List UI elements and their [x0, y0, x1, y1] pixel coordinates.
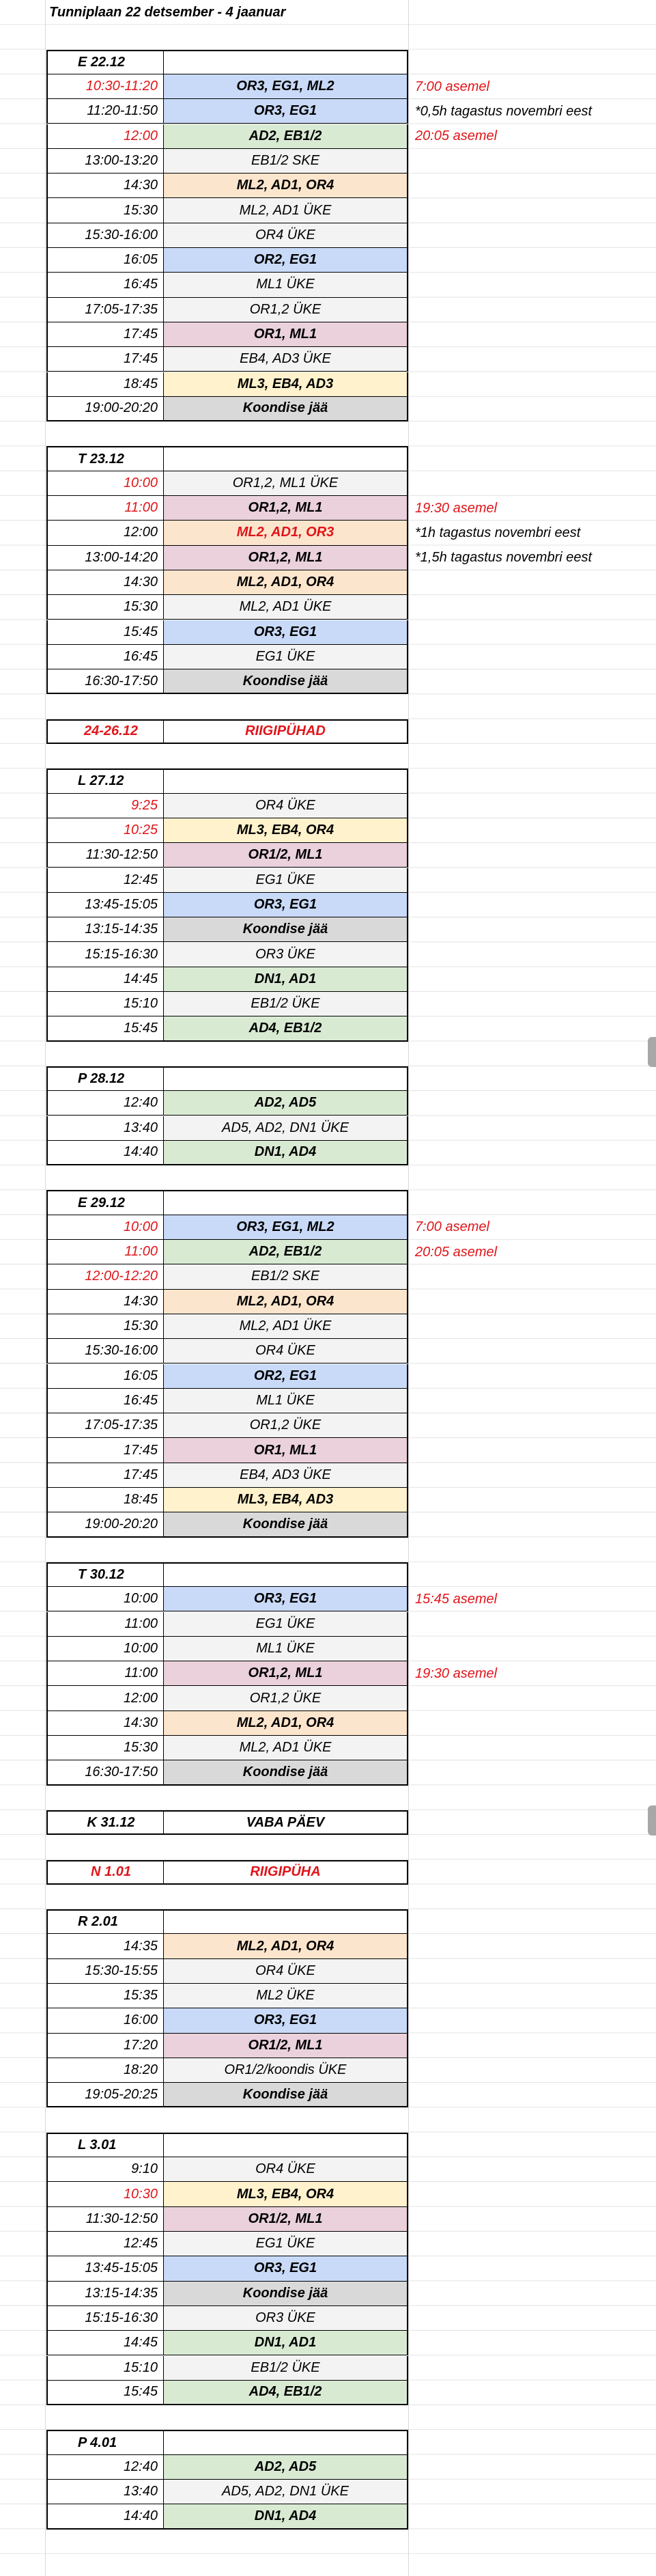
schedule-row [0, 843, 656, 868]
activity-cell[interactable]: OR3, EG1 [164, 99, 408, 124]
time-cell[interactable]: 14:30 [46, 174, 164, 198]
time-cell[interactable]: 12:40 [46, 1091, 164, 1116]
schedule-row [0, 2455, 656, 2480]
time-cell[interactable]: 17:45 [46, 1463, 164, 1488]
schedule-row [0, 322, 656, 347]
schedule-row [0, 645, 656, 669]
time-cell[interactable]: 14:40 [46, 1141, 164, 1165]
activity-cell[interactable]: EB1/2 ÜKE [164, 2356, 408, 2381]
time-cell[interactable]: 10:00 [46, 1587, 164, 1611]
time-cell[interactable]: 11:30-12:50 [46, 2207, 164, 2232]
schedule-row [0, 149, 656, 174]
activity-cell[interactable]: OR3, EG1 [164, 893, 408, 917]
header-empty-cell[interactable] [164, 2430, 408, 2454]
schedule-row [0, 2058, 656, 2083]
activity-cell[interactable]: OR1/2, ML1 [164, 2034, 408, 2058]
time-cell[interactable]: 17:20 [46, 2034, 164, 2058]
schedule-row [0, 546, 656, 570]
time-cell[interactable]: 13:40 [46, 2480, 164, 2504]
schedule-row [0, 794, 656, 818]
day-label[interactable]: E 22.12 [46, 50, 164, 74]
time-cell[interactable]: 10:00 [46, 1215, 164, 1240]
time-cell[interactable]: 14:30 [46, 1290, 164, 1314]
activity-cell[interactable]: OR4 ÜKE [164, 223, 408, 248]
schedule-row [0, 471, 656, 496]
activity-cell[interactable]: EG1 ÜKE [164, 868, 408, 893]
activity-cell[interactable]: Koondise jää [164, 1760, 408, 1785]
activity-cell[interactable]: Koondise jää [164, 917, 408, 942]
schedule-row [0, 967, 656, 992]
day-label[interactable]: T 30.12 [46, 1562, 164, 1587]
day-label[interactable]: K 31.12 [46, 1810, 164, 1835]
schedule-row [0, 1240, 656, 1264]
schedule-row [0, 1290, 656, 1314]
schedule-row [0, 1587, 656, 1611]
schedule-row [0, 669, 656, 694]
activity-cell[interactable]: OR2, EG1 [164, 1364, 408, 1389]
day-header-row [0, 1909, 656, 1934]
activity-cell[interactable]: ML3, EB4, OR4 [164, 818, 408, 843]
header-empty-cell[interactable] [164, 446, 408, 471]
time-cell[interactable]: 10:30-11:20 [46, 74, 164, 99]
time-cell[interactable]: 11:00 [46, 1661, 164, 1686]
time-cell[interactable]: 19:00-20:20 [46, 1512, 164, 1537]
time-cell[interactable]: 15:10 [46, 2356, 164, 2381]
activity-cell[interactable]: ML2, AD1, OR4 [164, 1711, 408, 1736]
time-cell[interactable]: 15:30 [46, 595, 164, 620]
schedule-row [0, 347, 656, 372]
time-cell[interactable]: 11:30-12:50 [46, 843, 164, 868]
schedule-row [0, 868, 656, 893]
activity-cell[interactable]: ML1 ÜKE [164, 1389, 408, 1413]
activity-cell[interactable]: EB1/2 SKE [164, 149, 408, 174]
activity-cell[interactable]: ML2, AD1 ÜKE [164, 595, 408, 620]
time-cell[interactable]: 15:15-16:30 [46, 2306, 164, 2331]
time-cell[interactable]: 11:00 [46, 1612, 164, 1637]
note-cell[interactable]: *1h tagastus novembri eest [415, 525, 581, 540]
schedule-row [0, 248, 656, 273]
time-cell[interactable]: 14:45 [46, 967, 164, 992]
day-label[interactable]: E 29.12 [46, 1190, 164, 1215]
time-cell[interactable]: 14:35 [46, 1934, 164, 1958]
schedule-row [0, 818, 656, 843]
activity-cell[interactable]: OR1/2, ML1 [164, 843, 408, 868]
holiday-row [0, 1810, 656, 1835]
time-cell[interactable]: 16:30-17:50 [46, 669, 164, 694]
activity-cell[interactable]: EG1 ÜKE [164, 645, 408, 669]
schedule-row [0, 372, 656, 397]
time-cell[interactable]: 10:00 [46, 471, 164, 496]
header-empty-cell[interactable] [164, 1562, 408, 1587]
holiday-label[interactable]: RIIGIPÜHA [164, 1860, 408, 1885]
activity-cell[interactable]: ML2, AD1 ÜKE [164, 1736, 408, 1760]
note-cell[interactable]: 7:00 asemel [415, 1219, 489, 1235]
header-empty-cell[interactable] [164, 1190, 408, 1215]
time-cell[interactable]: 15:30-15:55 [46, 1959, 164, 1984]
time-cell[interactable]: 17:45 [46, 322, 164, 347]
schedule-row [0, 223, 656, 248]
schedule-row [0, 1264, 656, 1289]
schedule-row [0, 198, 656, 223]
activity-cell[interactable]: OR1,2, ML1 [164, 496, 408, 521]
day-label[interactable]: 24-26.12 [46, 719, 164, 744]
time-cell[interactable]: 14:30 [46, 570, 164, 595]
activity-cell[interactable]: OR3, EG1, ML2 [164, 1215, 408, 1240]
day-label[interactable]: L 27.12 [46, 768, 164, 793]
activity-cell[interactable]: ML3, EB4, AD3 [164, 1488, 408, 1512]
schedule-row [0, 1934, 656, 1958]
activity-cell[interactable]: AD2, AD5 [164, 2455, 408, 2480]
time-cell[interactable]: 13:00-14:20 [46, 546, 164, 570]
day-label[interactable]: P 4.01 [46, 2430, 164, 2454]
activity-cell[interactable]: EG1 ÜKE [164, 1612, 408, 1637]
schedule-row [0, 1364, 656, 1389]
activity-cell[interactable]: OR3, EG1 [164, 2256, 408, 2281]
time-cell[interactable]: 15:15-16:30 [46, 942, 164, 967]
activity-cell[interactable]: AD5, AD2, DN1 ÜKE [164, 2480, 408, 2504]
time-cell[interactable]: 12:45 [46, 2232, 164, 2256]
activity-cell[interactable]: OR1,2 ÜKE [164, 1686, 408, 1711]
schedule-row [0, 2083, 656, 2107]
time-cell[interactable]: 16:30-17:50 [46, 1760, 164, 1785]
time-cell[interactable]: 17:45 [46, 1438, 164, 1463]
day-header-row [0, 446, 656, 471]
schedule-row [0, 1711, 656, 1736]
time-cell[interactable]: 10:25 [46, 818, 164, 843]
activity-cell[interactable]: OR3, EG1 [164, 1587, 408, 1611]
schedule-row [0, 1959, 656, 1984]
activity-cell[interactable]: OR3 ÜKE [164, 942, 408, 967]
activity-cell[interactable]: OR1/2, ML1 [164, 2207, 408, 2232]
activity-cell[interactable]: OR4 ÜKE [164, 794, 408, 818]
note-cell[interactable]: 15:45 asemel [415, 1591, 498, 1607]
time-cell[interactable]: 12:40 [46, 2455, 164, 2480]
activity-cell[interactable]: AD4, EB1/2 [164, 2381, 408, 2405]
activity-cell[interactable]: OR1,2 ÜKE [164, 298, 408, 322]
time-cell[interactable]: 16:45 [46, 273, 164, 297]
activity-cell[interactable]: OR3, EG1 [164, 2008, 408, 2033]
time-cell[interactable]: 14:45 [46, 2331, 164, 2355]
time-cell[interactable]: 10:00 [46, 1637, 164, 1661]
activity-cell[interactable]: ML2, AD1, OR4 [164, 174, 408, 198]
activity-cell[interactable]: OR1, ML1 [164, 322, 408, 347]
activity-cell[interactable]: AD5, AD2, DN1 ÜKE [164, 1116, 408, 1141]
time-cell[interactable]: 12:45 [46, 868, 164, 893]
schedule-row [0, 1438, 656, 1463]
time-cell[interactable]: 13:45-15:05 [46, 2256, 164, 2281]
time-cell[interactable]: 15:35 [46, 1984, 164, 2008]
time-cell[interactable]: 9:25 [46, 794, 164, 818]
schedule-row [0, 1736, 656, 1760]
activity-cell[interactable]: ML2, AD1 ÜKE [164, 1314, 408, 1339]
schedule-row [0, 942, 656, 967]
schedule-row [0, 174, 656, 198]
activity-cell[interactable]: OR4 ÜKE [164, 1339, 408, 1363]
schedule-row [0, 2008, 656, 2033]
activity-cell[interactable]: ML3, EB4, AD3 [164, 372, 408, 397]
day-label[interactable]: T 23.12 [46, 446, 164, 471]
activity-cell[interactable]: Koondise jää [164, 1512, 408, 1537]
time-cell[interactable]: 15:45 [46, 1016, 164, 1041]
activity-cell[interactable]: AD2, EB1/2 [164, 1240, 408, 1264]
time-cell[interactable]: 12:00 [46, 124, 164, 149]
activity-cell[interactable]: EB1/2 ÜKE [164, 992, 408, 1016]
activity-cell[interactable]: Koondise jää [164, 669, 408, 694]
activity-cell[interactable]: Koondise jää [164, 2083, 408, 2107]
schedule-row [0, 1984, 656, 2008]
day-header-row [0, 2430, 656, 2454]
time-cell[interactable]: 14:30 [46, 1711, 164, 1736]
header-empty-cell[interactable] [164, 50, 408, 74]
schedule-row [0, 1760, 656, 1785]
schedule-row [0, 2282, 656, 2306]
time-cell[interactable]: 16:00 [46, 2008, 164, 2033]
schedule-row [0, 1512, 656, 1537]
schedule-row [0, 2157, 656, 2182]
day-label[interactable]: N 1.01 [46, 1860, 164, 1885]
note-cell[interactable]: 7:00 asemel [415, 79, 489, 94]
note-cell[interactable]: *1,5h tagastus novembri eest [415, 550, 593, 566]
time-cell[interactable]: 19:05-20:25 [46, 2083, 164, 2107]
activity-cell[interactable]: OR3 ÜKE [164, 2306, 408, 2331]
schedule-row [0, 2182, 656, 2206]
activity-cell[interactable]: DN1, AD1 [164, 2331, 408, 2355]
schedule-row [0, 2256, 656, 2281]
activity-cell[interactable]: OR1,2, ML1 [164, 546, 408, 570]
schedule-row [0, 2331, 656, 2355]
scroll-handle[interactable] [648, 1037, 656, 1067]
time-cell[interactable]: 11:00 [46, 496, 164, 521]
holiday-row [0, 719, 656, 744]
activity-cell[interactable]: OR1,2, ML1 ÜKE [164, 471, 408, 496]
schedule-row [0, 2504, 656, 2529]
activity-cell[interactable]: ML2, AD1, OR4 [164, 570, 408, 595]
time-cell[interactable]: 13:15-14:35 [46, 2282, 164, 2306]
note-cell[interactable]: 20:05 asemel [415, 128, 498, 144]
schedule-row [0, 2034, 656, 2058]
time-cell[interactable]: 15:10 [46, 992, 164, 1016]
holiday-row [0, 1860, 656, 1885]
activity-cell[interactable]: AD4, EB1/2 [164, 1016, 408, 1041]
activity-cell[interactable]: OR1,2 ÜKE [164, 1413, 408, 1438]
activity-cell[interactable]: ML1 ÜKE [164, 273, 408, 297]
schedule-row [0, 1389, 656, 1413]
activity-cell[interactable]: OR1, ML1 [164, 1438, 408, 1463]
time-cell[interactable]: 17:45 [46, 347, 164, 372]
note-cell[interactable]: *0,5h tagastus novembri eest [415, 103, 593, 119]
scroll-handle[interactable] [648, 1805, 656, 1836]
activity-cell[interactable]: ML2, AD1 ÜKE [164, 198, 408, 223]
time-cell[interactable]: 15:30 [46, 1314, 164, 1339]
activity-cell[interactable]: AD2, AD5 [164, 1091, 408, 1116]
time-cell[interactable]: 15:45 [46, 2381, 164, 2405]
time-cell[interactable]: 12:00-12:20 [46, 1264, 164, 1289]
time-cell[interactable]: 10:30 [46, 2182, 164, 2206]
schedule-row [0, 99, 656, 124]
activity-cell[interactable]: OR4 ÜKE [164, 1959, 408, 1984]
activity-cell[interactable]: EB4, AD3 ÜKE [164, 1463, 408, 1488]
schedule-row [0, 1488, 656, 1512]
activity-cell[interactable]: OR1/2/koondis ÜKE [164, 2058, 408, 2083]
time-cell[interactable]: 12:00 [46, 1686, 164, 1711]
schedule-row [0, 2480, 656, 2504]
time-cell[interactable]: 15:30-16:00 [46, 223, 164, 248]
schedule-row [0, 1413, 656, 1438]
time-cell[interactable]: 16:45 [46, 1389, 164, 1413]
day-header-row [0, 1066, 656, 1091]
holiday-label[interactable]: RIIGIPÜHAD [164, 719, 408, 744]
schedule-row [0, 917, 656, 942]
activity-cell[interactable]: ML2, AD1, OR3 [164, 521, 408, 545]
day-label[interactable]: P 28.12 [46, 1066, 164, 1091]
day-label[interactable]: L 3.01 [46, 2133, 164, 2157]
schedule-row [0, 992, 656, 1016]
schedule-row [0, 397, 656, 421]
schedule-row [0, 2306, 656, 2331]
activity-cell[interactable]: EG1 ÜKE [164, 2232, 408, 2256]
time-cell[interactable]: 15:30 [46, 198, 164, 223]
activity-cell[interactable]: ML1 ÜKE [164, 1637, 408, 1661]
activity-cell[interactable]: OR2, EG1 [164, 248, 408, 273]
schedule-row [0, 893, 656, 917]
schedule-row [0, 1314, 656, 1339]
activity-cell[interactable]: ML2, AD1, OR4 [164, 1290, 408, 1314]
note-cell[interactable]: 19:30 asemel [415, 500, 498, 516]
activity-cell[interactable]: EB1/2 SKE [164, 1264, 408, 1289]
schedule-row [0, 521, 656, 545]
time-cell[interactable]: 19:00-20:20 [46, 397, 164, 421]
header-empty-cell[interactable] [164, 1066, 408, 1091]
time-cell[interactable]: 16:45 [46, 645, 164, 669]
time-cell[interactable]: 13:40 [46, 1116, 164, 1141]
day-label[interactable]: R 2.01 [46, 1909, 164, 1934]
schedule-row [0, 1339, 656, 1363]
activity-cell[interactable]: ML2, AD1, OR4 [164, 1934, 408, 1958]
schedule-row [0, 74, 656, 99]
time-cell[interactable]: 11:00 [46, 1240, 164, 1264]
activity-cell[interactable]: Koondise jää [164, 2282, 408, 2306]
time-cell[interactable]: 14:40 [46, 2504, 164, 2529]
schedule-row [0, 298, 656, 322]
schedule-row [0, 1016, 656, 1041]
time-cell[interactable]: 13:15-14:35 [46, 917, 164, 942]
schedule-row [0, 1141, 656, 1165]
header-empty-cell[interactable] [164, 2133, 408, 2157]
activity-cell[interactable]: DN1, AD1 [164, 967, 408, 992]
day-header-row [0, 2133, 656, 2157]
time-cell[interactable]: 9:10 [46, 2157, 164, 2182]
activity-cell[interactable]: OR4 ÜKE [164, 2157, 408, 2182]
schedule-row [0, 124, 656, 149]
schedule-row [0, 273, 656, 297]
schedule-row [0, 496, 656, 521]
activity-cell[interactable]: EB4, AD3 ÜKE [164, 347, 408, 372]
day-header-row [0, 50, 656, 74]
time-cell[interactable]: 13:00-13:20 [46, 149, 164, 174]
header-empty-cell[interactable] [164, 1909, 408, 1934]
activity-cell[interactable]: ML2 ÜKE [164, 1984, 408, 2008]
time-cell[interactable]: 16:05 [46, 248, 164, 273]
schedule-row [0, 1637, 656, 1661]
time-cell[interactable]: 15:30 [46, 1736, 164, 1760]
note-cell[interactable]: 19:30 asemel [415, 1665, 498, 1681]
activity-cell[interactable]: DN1, AD4 [164, 2504, 408, 2529]
time-cell[interactable]: 16:05 [46, 1364, 164, 1389]
activity-cell[interactable]: AD2, EB1/2 [164, 124, 408, 149]
schedule-row [0, 1463, 656, 1488]
header-empty-cell[interactable] [164, 768, 408, 793]
schedule-row [0, 2207, 656, 2232]
time-cell[interactable]: 18:45 [46, 372, 164, 397]
day-header-row [0, 1190, 656, 1215]
schedule-row [0, 1612, 656, 1637]
time-cell[interactable]: 15:45 [46, 620, 164, 645]
page-title: Tunniplaan 22 detsember - 4 jaanuar [49, 4, 286, 20]
schedule-row [0, 1686, 656, 1711]
time-cell[interactable]: 15:30-16:00 [46, 1339, 164, 1363]
schedule-row [0, 1215, 656, 1240]
schedule-row [0, 1661, 656, 1686]
schedule-row [0, 620, 656, 645]
activity-cell[interactable]: OR1,2, ML1 [164, 1661, 408, 1686]
holiday-label[interactable]: VABA PÄEV [164, 1810, 408, 1835]
schedule-row [0, 1091, 656, 1116]
schedule-row [0, 570, 656, 595]
time-cell[interactable]: 18:45 [46, 1488, 164, 1512]
time-cell[interactable]: 17:05-17:35 [46, 298, 164, 322]
schedule-row [0, 595, 656, 620]
activity-cell[interactable]: Koondise jää [164, 397, 408, 421]
time-cell[interactable]: 17:05-17:35 [46, 1413, 164, 1438]
activity-cell[interactable]: DN1, AD4 [164, 1141, 408, 1165]
note-cell[interactable]: 20:05 asemel [415, 1244, 498, 1260]
schedule-row [0, 2381, 656, 2405]
day-header-row [0, 1562, 656, 1587]
activity-cell[interactable]: ML3, EB4, OR4 [164, 2182, 408, 2206]
time-cell[interactable]: 11:20-11:50 [46, 99, 164, 124]
time-cell[interactable]: 18:20 [46, 2058, 164, 2083]
schedule-row [0, 2356, 656, 2381]
activity-cell[interactable]: OR3, EG1, ML2 [164, 74, 408, 99]
activity-cell[interactable]: OR3, EG1 [164, 620, 408, 645]
day-header-row [0, 768, 656, 793]
time-cell[interactable]: 13:45-15:05 [46, 893, 164, 917]
schedule-row [0, 2232, 656, 2256]
schedule-row [0, 1116, 656, 1141]
time-cell[interactable]: 12:00 [46, 521, 164, 545]
